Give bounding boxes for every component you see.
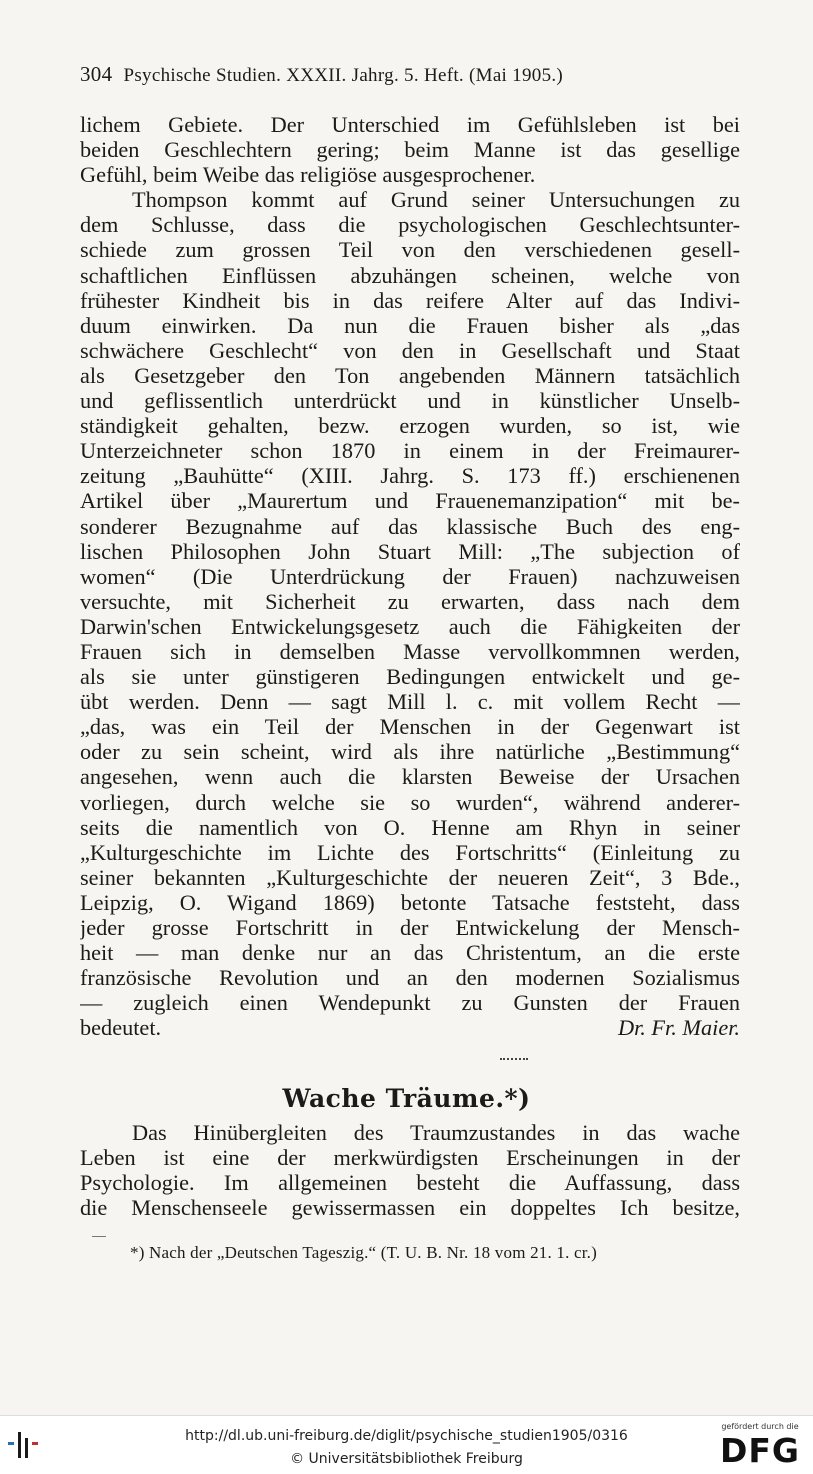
text-line: und geflissentlich unterdrückt und in künstlicher Unselb- [80, 388, 740, 414]
text-line: schiede zum grossen Teil von den verschiedenen gesell- [80, 237, 740, 263]
text-line: zeitung „Bauhütte“ (XIII. Jahrg. S. 173 ff.) erschienenen [80, 463, 740, 489]
text-line: als Gesetzgeber den Ton angebenden Männern tatsächlich [80, 362, 740, 388]
text-line: Unterzeichneter schon 1870 in einem in der Freimaurer- [80, 438, 740, 464]
text-line: — zugleich einen Wendepunkt zu Gunsten der Frauen [80, 990, 740, 1016]
dfg-caption: gefördert durch die [721, 1422, 799, 1431]
text-line: übt werden. Denn — sagt Mill l. c. mit vollem Recht — [80, 689, 740, 715]
text-line: Leipzig, O. Wigand 1869) betonte Tatsache feststeht, dass [80, 889, 740, 915]
footnote-rule [92, 1236, 106, 1237]
article-body [80, 112, 740, 1040]
text-line: Artikel über „Maurertum und Frauenemanzipation“ mit be- [80, 488, 740, 514]
text-line: Darwin'schen Entwickelungsgesetz auch die Fähigkeiten der [80, 613, 740, 639]
dfg-badge [717, 1422, 803, 1470]
closing-word: bedeutet. [80, 1015, 162, 1041]
text-line: angesehen, wenn auch die klarsten Beweise der Ursachen [80, 764, 740, 790]
text-line: jeder grosse Fortschritt in der Entwickelung der Mensch- [80, 915, 740, 940]
text-line: oder zu sein scheint, wird als ihre natürliche „Bestimmung“ [80, 739, 740, 765]
text-line: heit — man denke nur an das Christentum, an die erste [80, 940, 740, 966]
text-line: beiden Geschlechtern gering; beim Manne ist das gesellige [80, 137, 740, 163]
text-line: Frauen sich in demselben Masse vervollkommnen werden, [80, 638, 740, 664]
section-separator [500, 1058, 528, 1062]
text-line: Psychologie. Im allgemeinen besteht die Auffassung, dass [80, 1170, 740, 1196]
text-line: schaftlichen Einflüssen abzuhängen scheinen, welche von [80, 262, 740, 288]
text-line: duum einwirken. Da nun die Frauen bisher als „das [80, 312, 740, 338]
permalink-url[interactable]: http://dl.ub.uni-freiburg.de/diglit/psychische_studien1905/0316 [185, 1428, 628, 1444]
text-line: als sie unter günstigeren Bedingungen entwickelt und ge- [80, 664, 740, 690]
text-line: Gefühl, beim Weibe das religiöse ausgesprochener. [80, 162, 536, 188]
text-line: seiner bekannten „Kulturgeschichte der neueren Zeit“, 3 Bde., [80, 864, 740, 890]
text-line: versuchte, mit Sicherheit zu erwarten, dass nach dem [80, 588, 740, 614]
footnote: *) Nach der „Deutschen Tageszig.“ (T. U. B. Nr. 18 vom 21. 1. cr.) [130, 1243, 597, 1262]
text-line: Thompson kommt auf Grund seiner Untersuchungen zu [132, 187, 740, 213]
page-number: 304 [80, 62, 113, 86]
text-line: dem Schlusse, dass die psychologischen Geschlechtsunter- [80, 212, 740, 238]
running-head [80, 62, 740, 87]
text-line: „das, was ein Teil der Menschen in der Gegenwart ist [80, 714, 740, 740]
text-line: vorliegen, durch welche sie so wurden“, während anderer- [80, 789, 740, 815]
viewer-footer [0, 1415, 813, 1474]
text-line: frühester Kindheit bis in das reifere Alter auf das Indivi- [80, 287, 740, 313]
text-line: lichem Gebiete. Der Unterschied im Gefühlsleben ist bei [80, 112, 740, 137]
copyright-notice: © Universitätsbibliothek Freiburg [290, 1451, 523, 1467]
text-line: ständigkeit gehalten, bezw. erzogen wurden, so ist, wie [80, 413, 740, 439]
text-line: die Menschenseele gewissermassen ein doppeltes Ich besitze, [80, 1195, 740, 1221]
text-line: schwächere Geschlecht“ von den in Gesellschaft und Staat [80, 337, 740, 363]
text-line: Das Hinübergleiten des Traumzustandes in das wache [132, 1120, 740, 1145]
text-line: women“ (Die Unterdrückung der Frauen) nachzuweisen [80, 563, 740, 589]
author-signature: Dr. Fr. Maier. [617, 1015, 740, 1041]
closing-line [80, 1015, 740, 1040]
dfg-logo: DFG [719, 1431, 801, 1470]
text-line: französische Revolution und an den modernen Sozialismus [80, 965, 740, 991]
text-line: Leben ist eine der merkwürdigsten Erscheinungen in der [80, 1145, 740, 1171]
text-line: lischen Philosophen John Stuart Mill: „The subjection of [80, 538, 740, 564]
running-head-text: Psychische Studien. XXXII. Jahrg. 5. Heft. (Mai 1905.) [123, 65, 564, 86]
text-line: sonderer Bezugnahme auf das klassische Buch des eng- [80, 513, 740, 539]
section-body [80, 1120, 740, 1220]
text-line: „Kulturgeschichte im Lichte des Fortschritts“ (Einleitung zu [80, 839, 740, 865]
section-title: Wache Träume.*) [282, 1084, 531, 1113]
text-line: seits die namentlich von O. Henne am Rhyn in seiner [80, 814, 740, 840]
